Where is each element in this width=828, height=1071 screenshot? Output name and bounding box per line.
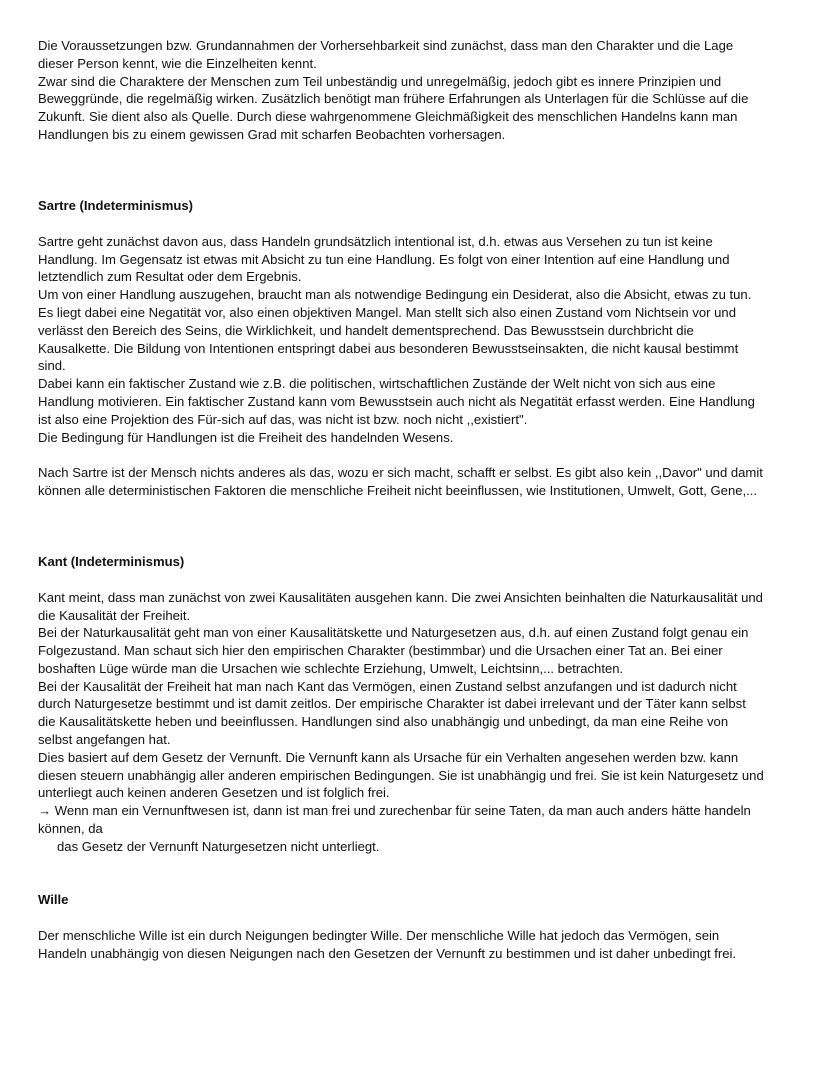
text-line: Kant meint, dass man zunächst von zwei Kausalitäten ausgehen kann. Die zwei Ansichten beinhalten die Naturkausalität und <box>38 589 763 605</box>
spacer <box>38 144 793 180</box>
text-line: Es liegt dabei eine Negatität vor, also einen objektiven Mangel. Man stellt sich also einen Zustand vom Nichtsein vor und <box>38 304 736 320</box>
text-line: die Kausalität der Freiheit. <box>38 607 191 623</box>
spacer <box>38 179 793 197</box>
text-line: → Wenn man ein Vernunftwesen ist, dann ist man frei und zurechenbar für seine Taten, da man auch anders hätte handeln <box>38 803 751 819</box>
text-line: Die Bedingung für Handlungen ist die Freiheit des handelnden Wesens. <box>38 429 454 445</box>
text-line: Folgezustand. Man schaut sich hier den empirischen Charakter (bestimmbar) und die Ursachen einer Tat an. Bei einer <box>38 643 723 659</box>
sartre-paragraph-1 <box>38 233 793 447</box>
spacer <box>38 571 793 589</box>
text-line: Dies basiert auf dem Gesetz der Vernunft. Die Vernunft kann als Ursache für ein Verhalten angesehen werden bzw. kann <box>38 749 739 765</box>
text-line: Dabei kann ein faktischer Zustand wie z.B. die politischen, wirtschaftlichen Zustände der Welt nicht von sich aus eine <box>38 376 716 392</box>
text-line: selbst angefangen hat. <box>38 732 171 748</box>
text-line: Sartre geht zunächst davon aus, dass Handeln grundsätzlich intentional ist, d.h. etwas aus Versehen zu tun ist keine <box>38 233 713 249</box>
text-line: Kausalkette. Die Bildung von Intentionen entspringt dabei aus besonderen Bewusstseinsakten, die nicht kausal bestimmt <box>38 340 739 356</box>
text-line: die Kausalitätskette heben und beeinflussen. Handlungen sind also unabhängig und unbedingt, da man eine Reihe von <box>38 714 729 730</box>
text-line: Bei der Kausalität der Freiheit hat man nach Kant das Vermögen, einen Zustand selbst anzufangen und ist dadurch nicht <box>38 678 737 694</box>
spacer <box>38 500 793 536</box>
text-line: sind. <box>38 358 66 374</box>
text-line: Handeln unabhängig von diesen Neigungen nach den Gesetzen der Vernunft zu bestimmen und ist daher unbedingt frei. <box>38 945 737 961</box>
spacer <box>38 909 793 927</box>
wille-heading: Wille <box>38 892 69 908</box>
text-line: Zwar sind die Charaktere der Menschen zum Teil unbeständig und unregelmäßig, jedoch gibt es innere Prinzipien und <box>38 73 722 89</box>
text-line: Der menschliche Wille ist ein durch Neigungen bedingter Wille. Der menschliche Wille hat jedoch das Vermögen, sein <box>38 927 720 943</box>
text-line: Bei der Naturkausalität geht man von einer Kausalitätskette und Naturgesetzen aus, d.h. auf einen Zustand folgt genau ein <box>38 625 749 641</box>
text-line: Handlung motivieren. Ein faktischer Zustand kann vom Bewusstsein auch nicht als Negatität erfasst werden. Eine Handlung <box>38 393 755 409</box>
wille-paragraph <box>38 927 793 963</box>
text-line: unterliegt auch keinen anderen Gesetzen und ist folglich frei. <box>38 785 390 801</box>
spacer <box>38 856 793 892</box>
text-line: Handlung. Im Gegensatz ist etwas mit Absicht zu tun eine Handlung. Es folgt von einer Intention auf eine Handlung und <box>38 251 730 267</box>
spacer <box>38 215 793 233</box>
kant-heading: Kant (Indeterminismus) <box>38 554 185 570</box>
sartre-heading: Sartre (Indeterminismus) <box>38 198 193 214</box>
text-line: können, da <box>38 821 103 837</box>
text-line: durch Naturgesetze bestimmt und ist damit zeitlos. Der empirische Charakter ist dabei irrelevant und der Täter kann selbst <box>38 696 746 712</box>
text-line: Nach Sartre ist der Mensch nichts anderes als das, wozu er sich macht, schafft er selbst. Es gibt also kein ,,Davor" und damit <box>38 465 763 481</box>
document-page <box>38 37 793 962</box>
text-line: ist also eine Projektion des Für-sich auf das, was nicht ist bzw. noch nicht ,,existiert". <box>38 411 528 427</box>
text-line: diesen steuern unabhängig aller anderen empirischen Bedingungen. Sie ist unabhängig und frei. Sie ist kein Naturgesetz und <box>38 767 764 783</box>
kant-paragraph <box>38 589 793 856</box>
text-line: dieser Person kennt, wie die Einzelheiten kennt. <box>38 55 317 71</box>
sartre-paragraph-2 <box>38 464 793 500</box>
text-line-indented: das Gesetz der Vernunft Naturgesetzen nicht unterliegt. <box>57 838 380 854</box>
text-line: Um von einer Handlung auszugehen, braucht man als notwendige Bedingung ein Desiderat, also die Absicht, etwas zu tun. <box>38 287 752 303</box>
text-line: Die Voraussetzungen bzw. Grundannahmen der Vorhersehbarkeit sind zunächst, dass man den Charakter und die Lage <box>38 38 734 53</box>
spacer <box>38 446 793 464</box>
text-line: boshaften Lüge würde man die Ursachen wie schlechte Erziehung, Umwelt, Leichtsinn,... betrachten. <box>38 660 624 676</box>
text-line: verlässt den Bereich des Seins, die Wirklichkeit, und handelt dementsprechend. Das Bewusstsein durchbricht die <box>38 322 694 338</box>
spacer <box>38 535 793 553</box>
text-line: letztendlich zum Resultat oder dem Ergebnis. <box>38 269 302 285</box>
text-line: Zukunft. Sie dient also als Quelle. Durch diese wahrgenommene Gleichmäßigkeit des menschlichen Handelns kann man <box>38 109 738 125</box>
text-line: Beweggründe, die regelmäßig wirken. Zusätzlich benötigt man frühere Erfahrungen als Unterlagen für die Schlüsse auf die <box>38 91 749 107</box>
text-line: Handlungen bis zu einem gewissen Grad mit scharfen Beobachten vorhersagen. <box>38 126 506 142</box>
intro-paragraph <box>38 37 793 144</box>
text-line: können alle deterministischen Faktoren die menschliche Freiheit nicht beeinflussen, wie Institutionen, Umwelt, Gott, Gene,... <box>38 482 758 498</box>
